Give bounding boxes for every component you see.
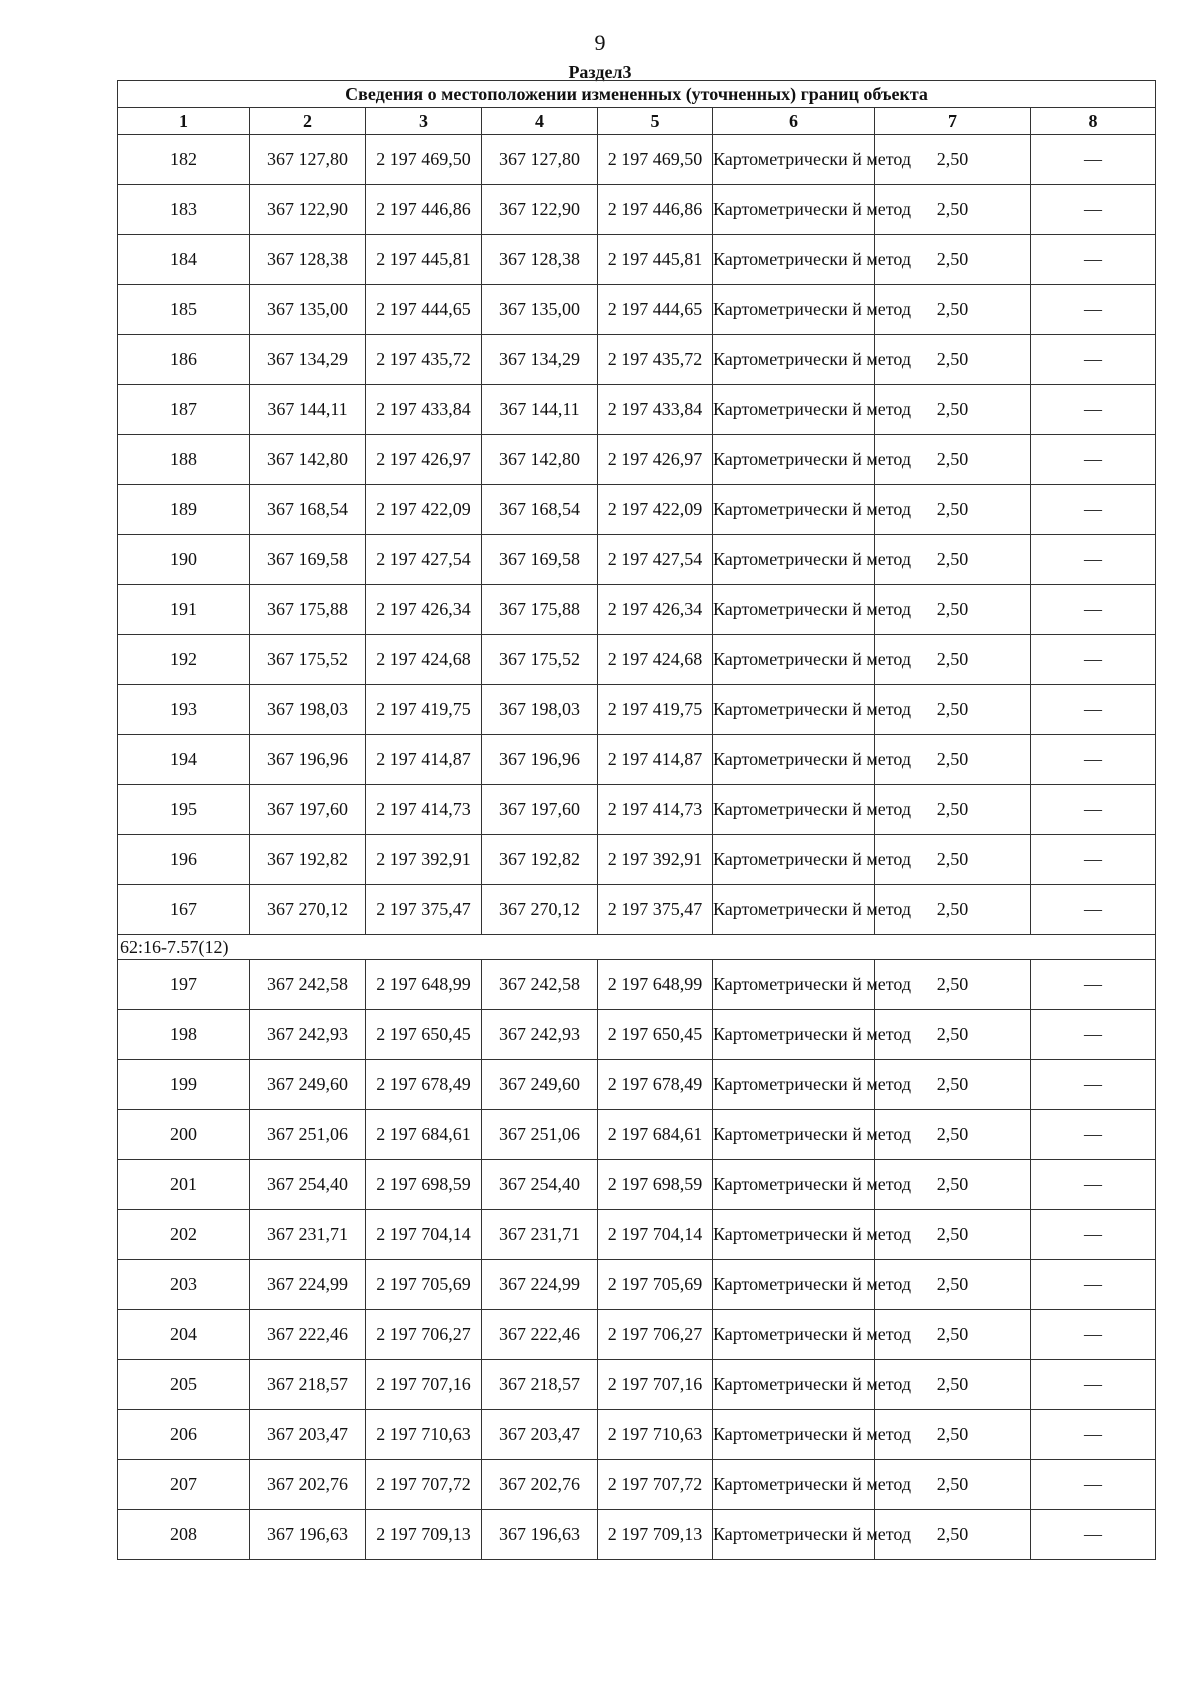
dash-cell: —: [1031, 1460, 1156, 1510]
point-number-cell: 202: [118, 1210, 250, 1260]
x-coordinate-old-cell: 367 251,06: [250, 1110, 366, 1160]
table-row: [118, 385, 1156, 435]
accuracy-cell: 2,50: [875, 1410, 1031, 1460]
x-coordinate-new-cell: 367 134,29: [482, 335, 598, 385]
y-coordinate-new-cell: 2 197 707,16: [598, 1360, 713, 1410]
dash-cell: —: [1031, 135, 1156, 185]
point-number-cell: 198: [118, 1010, 250, 1060]
table-row: [118, 135, 1156, 185]
y-coordinate-old-cell: 2 197 446,86: [366, 185, 482, 235]
x-coordinate-old-cell: 367 231,71: [250, 1210, 366, 1260]
point-number-cell: 194: [118, 735, 250, 785]
accuracy-cell: 2,50: [875, 835, 1031, 885]
column-header: 8: [1031, 108, 1156, 135]
y-coordinate-old-cell: 2 197 698,59: [366, 1160, 482, 1210]
x-coordinate-new-cell: 367 175,88: [482, 585, 598, 635]
point-number-cell: 189: [118, 485, 250, 535]
accuracy-cell: 2,50: [875, 385, 1031, 435]
dash-cell: —: [1031, 385, 1156, 435]
table-row: [118, 960, 1156, 1010]
table-row: [118, 1510, 1156, 1560]
table-row: [118, 1110, 1156, 1160]
accuracy-cell: 2,50: [875, 435, 1031, 485]
table-body: [118, 81, 1156, 1560]
method-cell: Картометрически й метод: [713, 1110, 875, 1160]
x-coordinate-old-cell: 367 175,88: [250, 585, 366, 635]
y-coordinate-new-cell: 2 197 707,72: [598, 1460, 713, 1510]
dash-cell: —: [1031, 1210, 1156, 1260]
x-coordinate-new-cell: 367 142,80: [482, 435, 598, 485]
x-coordinate-old-cell: 367 168,54: [250, 485, 366, 535]
table-row: [118, 235, 1156, 285]
accuracy-cell: 2,50: [875, 1510, 1031, 1560]
table-row: [118, 185, 1156, 235]
point-number-cell: 167: [118, 885, 250, 935]
method-cell: Картометрически й метод: [713, 285, 875, 335]
x-coordinate-new-cell: 367 144,11: [482, 385, 598, 435]
y-coordinate-new-cell: 2 197 426,97: [598, 435, 713, 485]
x-coordinate-new-cell: 367 202,76: [482, 1460, 598, 1510]
y-coordinate-new-cell: 2 197 446,86: [598, 185, 713, 235]
table-row: [118, 1010, 1156, 1060]
y-coordinate-new-cell: 2 197 426,34: [598, 585, 713, 635]
accuracy-cell: 2,50: [875, 1210, 1031, 1260]
method-cell: Картометрически й метод: [713, 635, 875, 685]
column-header: 3: [366, 108, 482, 135]
group-row: [118, 935, 1156, 960]
column-number-row: [118, 108, 1156, 135]
x-coordinate-new-cell: 367 128,38: [482, 235, 598, 285]
method-cell: Картометрически й метод: [713, 1010, 875, 1060]
dash-cell: —: [1031, 185, 1156, 235]
table-row: [118, 1460, 1156, 1510]
method-cell: Картометрически й метод: [713, 1510, 875, 1560]
point-number-cell: 185: [118, 285, 250, 335]
dash-cell: —: [1031, 235, 1156, 285]
x-coordinate-new-cell: 367 249,60: [482, 1060, 598, 1110]
group-label: 62:16-7.57(12): [118, 935, 1156, 960]
x-coordinate-old-cell: 367 224,99: [250, 1260, 366, 1310]
method-cell: Картометрически й метод: [713, 435, 875, 485]
x-coordinate-old-cell: 367 196,63: [250, 1510, 366, 1560]
x-coordinate-old-cell: 367 202,76: [250, 1460, 366, 1510]
y-coordinate-old-cell: 2 197 427,54: [366, 535, 482, 585]
y-coordinate-new-cell: 2 197 445,81: [598, 235, 713, 285]
method-cell: Картометрически й метод: [713, 185, 875, 235]
y-coordinate-new-cell: 2 197 678,49: [598, 1060, 713, 1110]
x-coordinate-new-cell: 367 168,54: [482, 485, 598, 535]
column-header: 1: [118, 108, 250, 135]
y-coordinate-old-cell: 2 197 678,49: [366, 1060, 482, 1110]
table-row: [118, 535, 1156, 585]
accuracy-cell: 2,50: [875, 285, 1031, 335]
point-number-cell: 196: [118, 835, 250, 885]
x-coordinate-old-cell: 367 122,90: [250, 185, 366, 235]
y-coordinate-old-cell: 2 197 414,87: [366, 735, 482, 785]
x-coordinate-new-cell: 367 203,47: [482, 1410, 598, 1460]
y-coordinate-new-cell: 2 197 710,63: [598, 1410, 713, 1460]
point-number-cell: 186: [118, 335, 250, 385]
dash-cell: —: [1031, 635, 1156, 685]
dash-cell: —: [1031, 1260, 1156, 1310]
point-number-cell: 188: [118, 435, 250, 485]
method-cell: Картометрически й метод: [713, 1210, 875, 1260]
x-coordinate-old-cell: 367 222,46: [250, 1310, 366, 1360]
y-coordinate-new-cell: 2 197 698,59: [598, 1160, 713, 1210]
dash-cell: —: [1031, 585, 1156, 635]
x-coordinate-new-cell: 367 222,46: [482, 1310, 598, 1360]
dash-cell: —: [1031, 1410, 1156, 1460]
accuracy-cell: 2,50: [875, 885, 1031, 935]
accuracy-cell: 2,50: [875, 1110, 1031, 1160]
y-coordinate-new-cell: 2 197 424,68: [598, 635, 713, 685]
x-coordinate-old-cell: 367 127,80: [250, 135, 366, 185]
method-cell: Картометрически й метод: [713, 1460, 875, 1510]
y-coordinate-old-cell: 2 197 419,75: [366, 685, 482, 735]
method-cell: Картометрически й метод: [713, 1060, 875, 1110]
point-number-cell: 187: [118, 385, 250, 435]
method-cell: Картометрически й метод: [713, 385, 875, 435]
accuracy-cell: 2,50: [875, 960, 1031, 1010]
dash-cell: —: [1031, 1060, 1156, 1110]
table-row: [118, 1360, 1156, 1410]
x-coordinate-old-cell: 367 142,80: [250, 435, 366, 485]
x-coordinate-old-cell: 367 197,60: [250, 785, 366, 835]
table-row: [118, 1060, 1156, 1110]
y-coordinate-new-cell: 2 197 709,13: [598, 1510, 713, 1560]
y-coordinate-new-cell: 2 197 422,09: [598, 485, 713, 535]
table-row: [118, 335, 1156, 385]
table-row: [118, 835, 1156, 885]
table-row: [118, 685, 1156, 735]
x-coordinate-new-cell: 367 135,00: [482, 285, 598, 335]
y-coordinate-old-cell: 2 197 422,09: [366, 485, 482, 535]
page-number: 9: [594, 30, 606, 55]
method-cell: Картометрически й метод: [713, 1310, 875, 1360]
x-coordinate-old-cell: 367 175,52: [250, 635, 366, 685]
method-cell: Картометрически й метод: [713, 960, 875, 1010]
x-coordinate-old-cell: 367 270,12: [250, 885, 366, 935]
point-number-cell: 182: [118, 135, 250, 185]
y-coordinate-new-cell: 2 197 704,14: [598, 1210, 713, 1260]
accuracy-cell: 2,50: [875, 1360, 1031, 1410]
method-cell: Картометрически й метод: [713, 135, 875, 185]
method-cell: Картометрически й метод: [713, 585, 875, 635]
y-coordinate-old-cell: 2 197 707,72: [366, 1460, 482, 1510]
point-number-cell: 200: [118, 1110, 250, 1160]
table-row: [118, 885, 1156, 935]
y-coordinate-old-cell: 2 197 469,50: [366, 135, 482, 185]
dash-cell: —: [1031, 285, 1156, 335]
x-coordinate-new-cell: 367 122,90: [482, 185, 598, 235]
accuracy-cell: 2,50: [875, 1460, 1031, 1510]
table-row: [118, 1260, 1156, 1310]
y-coordinate-new-cell: 2 197 427,54: [598, 535, 713, 585]
y-coordinate-old-cell: 2 197 426,34: [366, 585, 482, 635]
coordinates-table: [117, 80, 1156, 1560]
table-row: [118, 1410, 1156, 1460]
x-coordinate-new-cell: 367 192,82: [482, 835, 598, 885]
y-coordinate-new-cell: 2 197 414,73: [598, 785, 713, 835]
dash-cell: —: [1031, 1510, 1156, 1560]
accuracy-cell: 2,50: [875, 535, 1031, 585]
x-coordinate-old-cell: 367 242,58: [250, 960, 366, 1010]
y-coordinate-old-cell: 2 197 684,61: [366, 1110, 482, 1160]
x-coordinate-old-cell: 367 196,96: [250, 735, 366, 785]
dash-cell: —: [1031, 735, 1156, 785]
dash-cell: —: [1031, 960, 1156, 1010]
point-number-cell: 191: [118, 585, 250, 635]
x-coordinate-old-cell: 367 198,03: [250, 685, 366, 735]
y-coordinate-old-cell: 2 197 375,47: [366, 885, 482, 935]
accuracy-cell: 2,50: [875, 635, 1031, 685]
x-coordinate-new-cell: 367 175,52: [482, 635, 598, 685]
accuracy-cell: 2,50: [875, 135, 1031, 185]
dash-cell: —: [1031, 835, 1156, 885]
point-number-cell: 207: [118, 1460, 250, 1510]
y-coordinate-new-cell: 2 197 684,61: [598, 1110, 713, 1160]
point-number-cell: 201: [118, 1160, 250, 1210]
x-coordinate-old-cell: 367 249,60: [250, 1060, 366, 1110]
y-coordinate-old-cell: 2 197 392,91: [366, 835, 482, 885]
x-coordinate-new-cell: 367 242,93: [482, 1010, 598, 1060]
method-cell: Картометрически й метод: [713, 1360, 875, 1410]
table-row: [118, 285, 1156, 335]
y-coordinate-new-cell: 2 197 392,91: [598, 835, 713, 885]
point-number-cell: 190: [118, 535, 250, 585]
x-coordinate-new-cell: 367 218,57: [482, 1360, 598, 1410]
y-coordinate-new-cell: 2 197 433,84: [598, 385, 713, 435]
table-row: [118, 1210, 1156, 1260]
table-row: [118, 1160, 1156, 1210]
point-number-cell: 195: [118, 785, 250, 835]
x-coordinate-old-cell: 367 134,29: [250, 335, 366, 385]
x-coordinate-new-cell: 367 242,58: [482, 960, 598, 1010]
accuracy-cell: 2,50: [875, 785, 1031, 835]
y-coordinate-old-cell: 2 197 710,63: [366, 1410, 482, 1460]
x-coordinate-old-cell: 367 254,40: [250, 1160, 366, 1210]
y-coordinate-new-cell: 2 197 435,72: [598, 335, 713, 385]
y-coordinate-old-cell: 2 197 705,69: [366, 1260, 482, 1310]
method-cell: Картометрически й метод: [713, 1260, 875, 1310]
y-coordinate-new-cell: 2 197 419,75: [598, 685, 713, 735]
x-coordinate-new-cell: 367 224,99: [482, 1260, 598, 1310]
y-coordinate-new-cell: 2 197 469,50: [598, 135, 713, 185]
y-coordinate-old-cell: 2 197 433,84: [366, 385, 482, 435]
x-coordinate-new-cell: 367 197,60: [482, 785, 598, 835]
accuracy-cell: 2,50: [875, 1160, 1031, 1210]
table-row: [118, 635, 1156, 685]
x-coordinate-old-cell: 367 169,58: [250, 535, 366, 585]
y-coordinate-old-cell: 2 197 648,99: [366, 960, 482, 1010]
y-coordinate-old-cell: 2 197 709,13: [366, 1510, 482, 1560]
y-coordinate-old-cell: 2 197 426,97: [366, 435, 482, 485]
point-number-cell: 193: [118, 685, 250, 735]
dash-cell: —: [1031, 485, 1156, 535]
x-coordinate-old-cell: 367 203,47: [250, 1410, 366, 1460]
x-coordinate-new-cell: 367 169,58: [482, 535, 598, 585]
x-coordinate-old-cell: 367 144,11: [250, 385, 366, 435]
dash-cell: —: [1031, 1160, 1156, 1210]
accuracy-cell: 2,50: [875, 335, 1031, 385]
x-coordinate-new-cell: 367 127,80: [482, 135, 598, 185]
point-number-cell: 203: [118, 1260, 250, 1310]
method-cell: Картометрически й метод: [713, 885, 875, 935]
accuracy-cell: 2,50: [875, 485, 1031, 535]
dash-cell: —: [1031, 885, 1156, 935]
point-number-cell: 204: [118, 1310, 250, 1360]
dash-cell: —: [1031, 1110, 1156, 1160]
point-number-cell: 183: [118, 185, 250, 235]
y-coordinate-new-cell: 2 197 705,69: [598, 1260, 713, 1310]
dash-cell: —: [1031, 1360, 1156, 1410]
column-header: 2: [250, 108, 366, 135]
y-coordinate-new-cell: 2 197 414,87: [598, 735, 713, 785]
column-header: 5: [598, 108, 713, 135]
y-coordinate-old-cell: 2 197 445,81: [366, 235, 482, 285]
y-coordinate-new-cell: 2 197 375,47: [598, 885, 713, 935]
dash-cell: —: [1031, 1310, 1156, 1360]
dash-cell: —: [1031, 435, 1156, 485]
accuracy-cell: 2,50: [875, 1260, 1031, 1310]
y-coordinate-old-cell: 2 197 707,16: [366, 1360, 482, 1410]
column-header: 6: [713, 108, 875, 135]
x-coordinate-new-cell: 367 231,71: [482, 1210, 598, 1260]
accuracy-cell: 2,50: [875, 185, 1031, 235]
point-number-cell: 206: [118, 1410, 250, 1460]
table-row: [118, 435, 1156, 485]
method-cell: Картометрически й метод: [713, 685, 875, 735]
dash-cell: —: [1031, 1010, 1156, 1060]
method-cell: Картометрически й метод: [713, 1160, 875, 1210]
x-coordinate-old-cell: 367 242,93: [250, 1010, 366, 1060]
table-caption-row: [118, 81, 1156, 108]
y-coordinate-old-cell: 2 197 706,27: [366, 1310, 482, 1360]
method-cell: Картометрически й метод: [713, 485, 875, 535]
method-cell: Картометрически й метод: [713, 1410, 875, 1460]
accuracy-cell: 2,50: [875, 585, 1031, 635]
table-row: [118, 735, 1156, 785]
y-coordinate-old-cell: 2 197 435,72: [366, 335, 482, 385]
method-cell: Картометрически й метод: [713, 785, 875, 835]
x-coordinate-old-cell: 367 218,57: [250, 1360, 366, 1410]
table-row: [118, 585, 1156, 635]
x-coordinate-new-cell: 367 196,63: [482, 1510, 598, 1560]
y-coordinate-old-cell: 2 197 650,45: [366, 1010, 482, 1060]
point-number-cell: 205: [118, 1360, 250, 1410]
method-cell: Картометрически й метод: [713, 735, 875, 785]
y-coordinate-old-cell: 2 197 444,65: [366, 285, 482, 335]
accuracy-cell: 2,50: [875, 1060, 1031, 1110]
method-cell: Картометрически й метод: [713, 835, 875, 885]
x-coordinate-old-cell: 367 135,00: [250, 285, 366, 335]
point-number-cell: 197: [118, 960, 250, 1010]
table-row: [118, 785, 1156, 835]
method-cell: Картометрически й метод: [713, 335, 875, 385]
dash-cell: —: [1031, 785, 1156, 835]
y-coordinate-old-cell: 2 197 414,73: [366, 785, 482, 835]
table-caption: Сведения о местоположении измененных (уточненных) границ объекта: [118, 81, 1156, 108]
method-cell: Картометрически й метод: [713, 235, 875, 285]
column-header: 4: [482, 108, 598, 135]
x-coordinate-new-cell: 367 251,06: [482, 1110, 598, 1160]
point-number-cell: 184: [118, 235, 250, 285]
x-coordinate-new-cell: 367 198,03: [482, 685, 598, 735]
y-coordinate-old-cell: 2 197 704,14: [366, 1210, 482, 1260]
table-row: [118, 1310, 1156, 1360]
accuracy-cell: 2,50: [875, 685, 1031, 735]
dash-cell: —: [1031, 535, 1156, 585]
dash-cell: —: [1031, 335, 1156, 385]
column-header: 7: [875, 108, 1031, 135]
x-coordinate-new-cell: 367 196,96: [482, 735, 598, 785]
method-cell: Картометрически й метод: [713, 535, 875, 585]
x-coordinate-new-cell: 367 254,40: [482, 1160, 598, 1210]
y-coordinate-new-cell: 2 197 650,45: [598, 1010, 713, 1060]
x-coordinate-new-cell: 367 270,12: [482, 885, 598, 935]
y-coordinate-old-cell: 2 197 424,68: [366, 635, 482, 685]
y-coordinate-new-cell: 2 197 444,65: [598, 285, 713, 335]
x-coordinate-old-cell: 367 128,38: [250, 235, 366, 285]
accuracy-cell: 2,50: [875, 235, 1031, 285]
dash-cell: —: [1031, 685, 1156, 735]
x-coordinate-old-cell: 367 192,82: [250, 835, 366, 885]
point-number-cell: 199: [118, 1060, 250, 1110]
table-row: [118, 485, 1156, 535]
section-title: Раздел3: [568, 62, 632, 82]
accuracy-cell: 2,50: [875, 735, 1031, 785]
accuracy-cell: 2,50: [875, 1310, 1031, 1360]
point-number-cell: 192: [118, 635, 250, 685]
y-coordinate-new-cell: 2 197 648,99: [598, 960, 713, 1010]
y-coordinate-new-cell: 2 197 706,27: [598, 1310, 713, 1360]
point-number-cell: 208: [118, 1510, 250, 1560]
accuracy-cell: 2,50: [875, 1010, 1031, 1060]
